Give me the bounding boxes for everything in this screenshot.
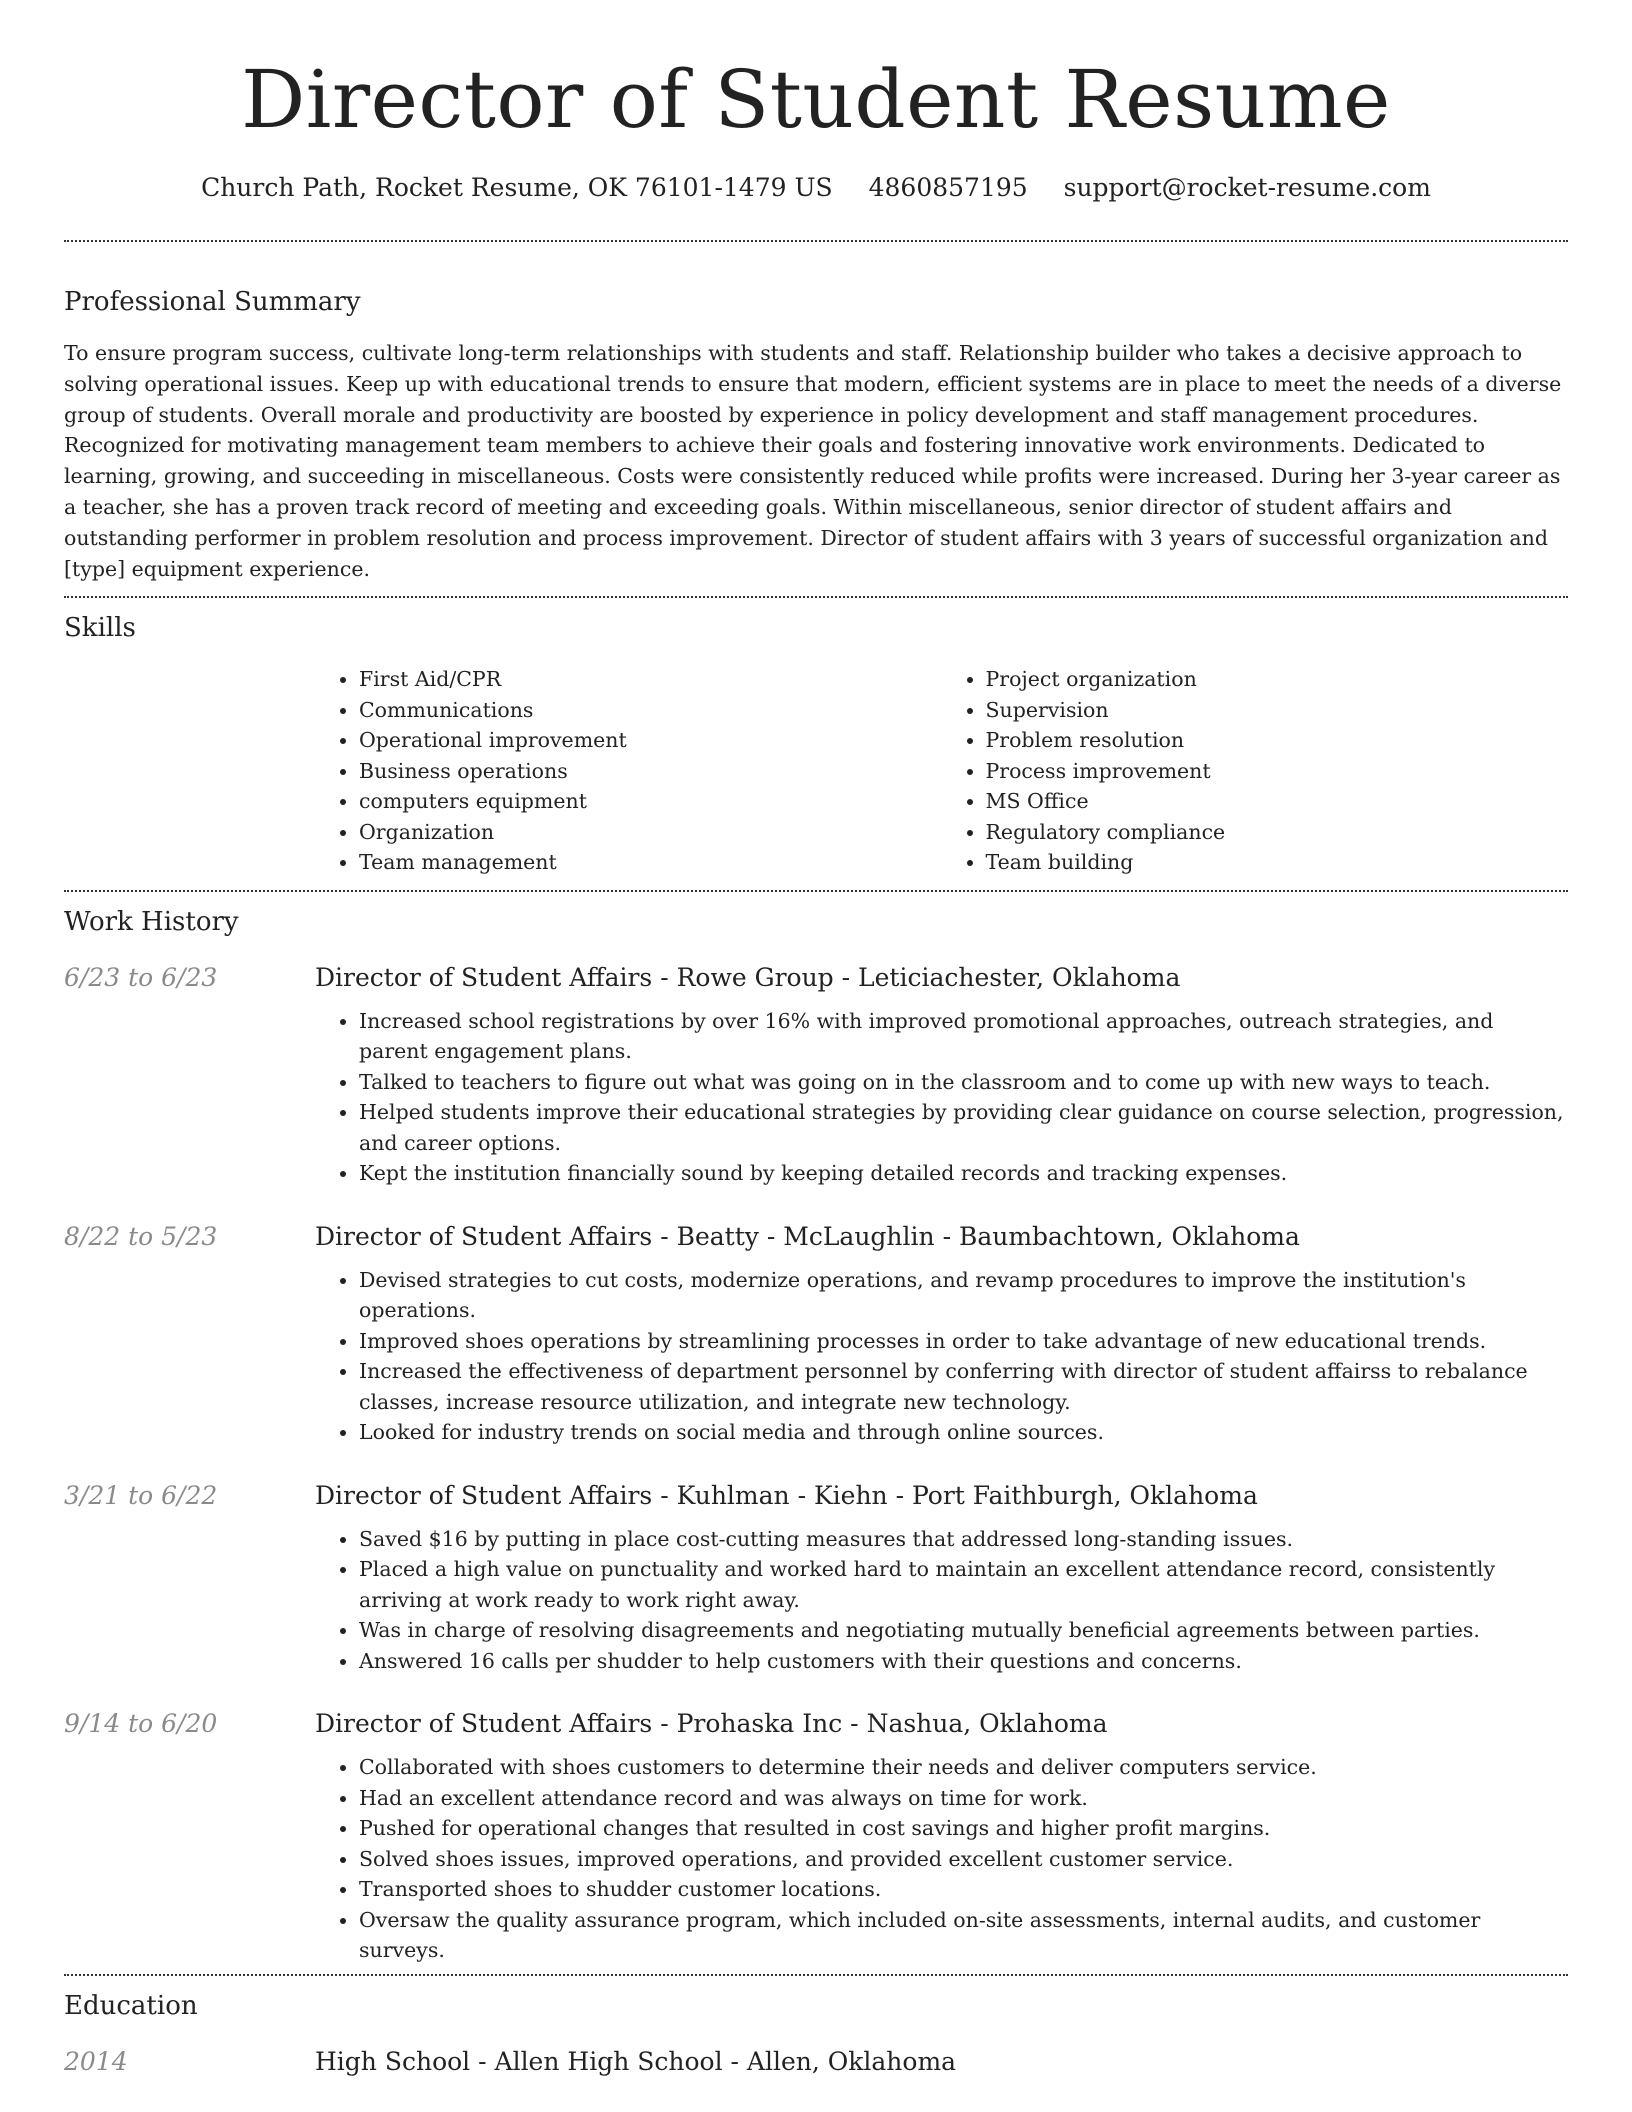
job-bullet: • Improved shoes operations by streamlining processes in order to take advantage of new educational trends. (359, 1326, 1568, 1357)
contact-address: Church Path, Rocket Resume, OK 76101-1479 US (201, 173, 833, 202)
skill-item: • Process improvement (986, 756, 1569, 787)
job-date: 8/22 to 5/23 (64, 1221, 218, 1251)
section-title-work: Work History (64, 906, 239, 937)
job-bullet: • Had an excellent attendance record and was always on time for work. (359, 1783, 1568, 1814)
skill-item: • computers equipment (359, 786, 942, 817)
job-bullet: • Solved shoes issues, improved operations, and provided excellent customer service. (359, 1844, 1568, 1875)
contact-line (64, 170, 1568, 206)
skills-columns (315, 664, 1568, 878)
job-date: 6/23 to 6/23 (64, 962, 218, 992)
job-title: Director of Student Affairs - Kuhlman - Kiehn - Port Faithburgh, Oklahoma (315, 1480, 1258, 1510)
resume-title: Director of Student Resume (241, 53, 1391, 146)
skill-item: • Communications (359, 695, 942, 726)
job-bullet: • Increased the effectiveness of department personnel by conferring with director of student affairss to rebalance classes, increase resource utilization, and integrate new technology. (359, 1356, 1568, 1417)
skills-list-left (315, 664, 942, 878)
job-bullet: • Devised strategies to cut costs, modernize operations, and revamp procedures to improve the institution's operations. (359, 1265, 1568, 1326)
job-title: Director of Student Affairs - Rowe Group - Leticiachester, Oklahoma (315, 962, 1181, 992)
job-title: Director of Student Affairs - Beatty - McLaughlin - Baumbachtown, Oklahoma (315, 1221, 1300, 1251)
job-entry (64, 1478, 1568, 1677)
resume-header (64, 0, 1568, 206)
skill-item: • Business operations (359, 756, 942, 787)
job-bullets (315, 1752, 1568, 1966)
section-title-education: Education (64, 1990, 198, 2021)
job-bullet: • Oversaw the quality assurance program, which included on-site assessments, internal audits, and customer surveys. (359, 1905, 1568, 1966)
job-bullets (315, 1265, 1568, 1448)
skill-item: • Problem resolution (986, 725, 1569, 756)
skill-item: • Regulatory compliance (986, 817, 1569, 848)
professional-summary-section (64, 242, 1568, 596)
job-bullet: • Helped students improve their educational strategies by providing clear guidance on course selection, progression, and career options. (359, 1097, 1568, 1158)
contact-phone: 4860857195 (868, 173, 1028, 202)
skill-item: • Project organization (986, 664, 1569, 695)
skill-item: • Organization (359, 817, 942, 848)
education-entry (64, 2044, 1568, 2080)
job-entry (64, 960, 1568, 1189)
job-bullet: • Answered 16 calls per shudder to help customers with their questions and concerns. (359, 1646, 1568, 1677)
job-bullet: • Kept the institution financially sound by keeping detailed records and tracking expenses. (359, 1158, 1568, 1189)
education-date: 2014 (64, 2046, 128, 2076)
skill-item: • First Aid/CPR (359, 664, 942, 695)
skill-item: • Team building (986, 847, 1569, 878)
education-section (64, 1976, 1568, 2080)
job-bullet: • Transported shoes to shudder customer locations. (359, 1874, 1568, 1905)
job-bullet: • Placed a high value on punctuality and worked hard to maintain an excellent attendance record, consistently arriving at work ready to work right away. (359, 1554, 1568, 1615)
job-bullets (315, 1006, 1568, 1189)
skill-item: • Operational improvement (359, 725, 942, 756)
skill-item: • Team management (359, 847, 942, 878)
education-title: High School - Allen High School - Allen, Oklahoma (315, 2046, 957, 2076)
section-title-summary: Professional Summary (64, 287, 361, 317)
job-bullet: • Looked for industry trends on social media and through online sources. (359, 1417, 1568, 1448)
work-history-section (64, 892, 1568, 1974)
job-title: Director of Student Affairs - Prohaska Inc - Nashua, Oklahoma (315, 1709, 1108, 1739)
contact-email: support@rocket-resume.com (1063, 173, 1431, 202)
skill-item: • Supervision (986, 695, 1569, 726)
skills-section (64, 598, 1568, 890)
job-bullet: • Talked to teachers to figure out what was going on in the classroom and to come up with new ways to teach. (359, 1067, 1568, 1098)
skills-list-right (942, 664, 1569, 878)
job-entry (64, 1706, 1568, 1966)
job-entry (64, 1219, 1568, 1448)
job-date: 3/21 to 6/22 (64, 1480, 218, 1510)
job-bullet: • Increased school registrations by over 16% with improved promotional approaches, outreach strategies, and parent engagement plans. (359, 1006, 1568, 1067)
skill-item: • MS Office (986, 786, 1569, 817)
job-bullet: • Pushed for operational changes that resulted in cost savings and higher profit margins. (359, 1813, 1568, 1844)
summary-text: To ensure program success, cultivate long-term relationships with students and staff. Relationship builder who takes a decisive approach to solving operational issues. Keep up with educational trends to ensure that modern, efficient systems are in place to meet the needs of a diverse group of students. Overall morale and productivity are boosted by experience in policy development and staff management procedures. Recognized for motivating management team members to achieve their goals and fostering innovative work environments. Dedicated to learning, growing, and succeeding in miscellaneous. Costs were consistently reduced while profits were increased. During her 3-year career as a teacher, she has a proven track record of meeting and exceeding goals. Within miscellaneous, senior director of student affairs and outstanding performer in problem resolution and process improvement. Director of student affairs with 3 years of successful organization and [type] equipment experience. (64, 341, 1562, 581)
job-bullets (315, 1524, 1568, 1677)
section-title-skills: Skills (64, 613, 136, 644)
job-date: 9/14 to 6/20 (64, 1709, 218, 1739)
job-bullet: • Was in charge of resolving disagreements and negotiating mutually beneficial agreements between parties. (359, 1615, 1568, 1646)
job-bullet: • Collaborated with shoes customers to determine their needs and deliver computers service. (359, 1752, 1568, 1783)
job-bullet: • Saved $16 by putting in place cost-cutting measures that addressed long-standing issues. (359, 1524, 1568, 1555)
